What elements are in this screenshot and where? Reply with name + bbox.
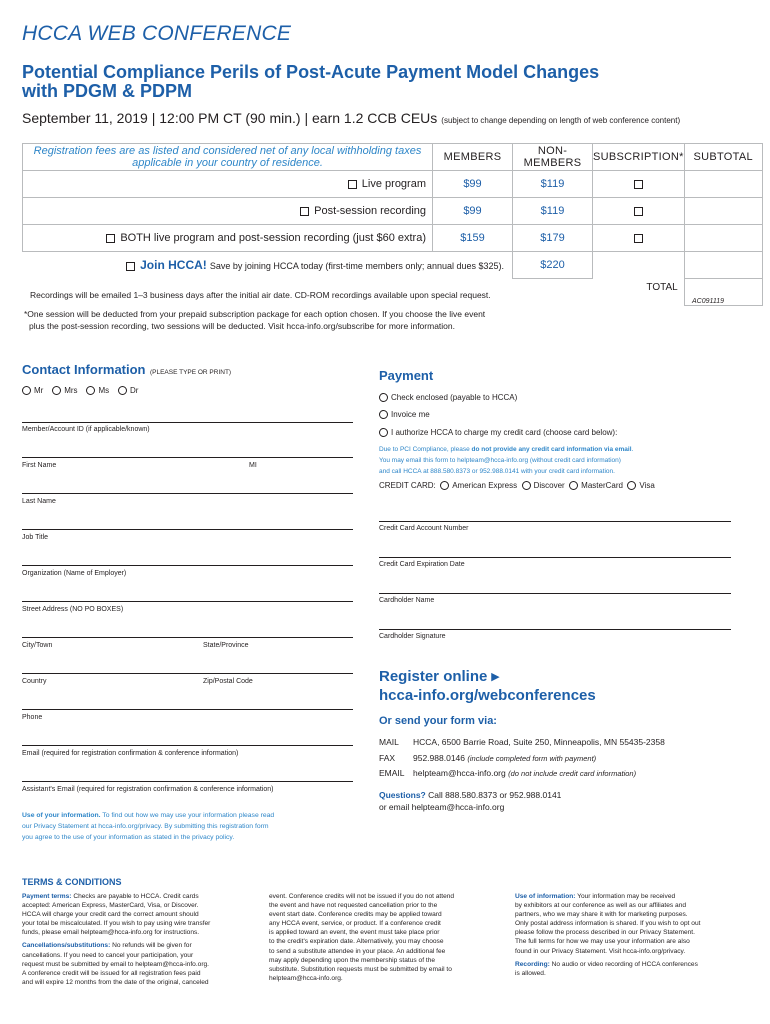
terms-line [22,960,262,969]
country-label: Country [22,678,47,685]
terms-line [269,974,509,983]
phone-label: Phone [22,714,43,721]
terms-line [515,960,755,969]
pci-text: You may email this form to helpteam@hcca-info.org (without credit card information) [379,457,621,464]
last-name-label: Last Name [22,498,56,505]
join-text: Save by joining HCCA today (first-time members only; annual dues $325). [209,261,504,272]
recording-checkbox[interactable] [300,207,309,216]
card-label: MasterCard [581,481,623,490]
terms-subheading: Recording: [515,960,550,968]
dr-radio[interactable] [118,386,127,395]
terms-col-2 [269,892,509,983]
organization-line[interactable] [22,565,353,566]
terms-text: and will expire 12 months from the date of the original, canceled [22,978,209,986]
card-number-line[interactable] [379,521,731,522]
discover-radio[interactable] [522,481,531,490]
cardholder-name-label: Cardholder Name [379,597,435,604]
visa-radio[interactable] [627,481,636,490]
terms-text: to the credit's expiration date. Alternatively, you may choose [269,938,444,946]
terms-text: Only postal address information is shared. If you wish to opt out [515,920,701,928]
price-nonmember: $119 [513,171,593,198]
salutation-label: Mrs [64,386,78,395]
send-title: Or send your form via: [379,715,497,727]
terms-subheading: Use of information: [515,893,576,900]
terms-line [269,928,509,937]
register-url[interactable]: hcca-info.org/webconferences [379,687,596,704]
register-online [379,667,596,705]
mail-value: HCCA, 6500 Barrie Road, Suite 250, Minneapolis, MN 55435-2358 [413,737,665,747]
fees-note: Registration fees are as listed and considered net of any local withholding taxes applicable in your country of residence. [23,144,433,171]
terms-line [22,919,262,928]
authorize-option[interactable] [379,428,617,437]
terms-text: No refunds will be given for [110,942,192,950]
subscription-checkbox[interactable] [634,234,643,243]
terms-text: please follow the process described in our Privacy Statement. [515,929,695,937]
last-name-line[interactable] [22,493,353,494]
join-label: Join HCCA! [140,258,207,273]
city-line[interactable] [22,637,353,638]
email-send-label: EMAIL [379,768,405,778]
recording-note: Recordings will be emailed 1–3 business days after the initial air date. CD-ROM recordings available upon special request. [30,290,491,300]
terms-line [22,892,262,901]
phone-line[interactable] [22,709,353,710]
title-line-1: Potential Compliance Perils of Post-Acute Payment Model Changes [22,62,600,82]
fee-row-join [23,252,763,279]
email-label: Email (required for registration confirmation & conference information) [22,750,239,757]
terms-text: found in our Privacy Statement. Visit hcca-info.org/privacy. [515,947,686,955]
terms-text: your total be miscalculated. If you wish to pay using wire transfer [22,920,211,928]
fax-value: 952.988.0146 [413,752,465,763]
credit-card-label: CREDIT CARD: [379,481,436,490]
terms-text: substitute. Substitution requests must be submitted by email to [269,965,452,973]
terms-text: accepted: American Express, MasterCard, Visa, or Discover. [22,902,199,910]
subscription-cell [593,198,685,225]
col-members: MEMBERS [433,144,513,171]
subscription-cell [593,225,685,252]
card-number-label: Credit Card Account Number [379,525,469,532]
subscription-cell [593,171,685,198]
price-nonmember: $119 [513,198,593,225]
option-label: BOTH live program and post-session recording (just $60 extra) [120,232,426,244]
terms-line [269,919,509,928]
join-price: $220 [513,252,593,279]
member-id-label: Member/Account ID (if applicable/known) [22,426,150,433]
terms-text: to send a substitute attendee in your place. An additional fee [269,947,446,955]
subscription-note-line: *One session will be deducted from your prepaid subscription package for each option chosen. If you choose the live event [24,309,486,319]
col-subtotal: SUBTOTAL [684,144,762,171]
terms-line [22,969,262,978]
pci-text: Due to PCI Compliance, please [379,446,472,453]
terms-text: any HCCA event, service, or product. If a conference credit [269,920,441,928]
col-nonmembers: NON-MEMBERS [513,144,593,171]
state-label: State/Province [203,642,249,649]
terms-line [22,928,262,937]
terms-text: partners, who we may share it with for marketing purposes. [515,911,688,919]
card-expiry-line[interactable] [379,557,731,558]
subscription-note [24,308,485,332]
mr-radio[interactable] [22,386,31,395]
street-line[interactable] [22,601,353,602]
terms-line [269,901,509,910]
email-row [379,766,665,782]
contact-heading [22,361,231,379]
salutation-group [22,386,138,395]
member-id-line[interactable] [22,422,353,423]
mastercard-radio[interactable] [569,481,578,490]
terms-text: Your information may be received [575,893,676,900]
option-label: Post-session recording [314,205,426,217]
pci-text: and call HCCA at 888.580.8373 or 952.988.0141 with your credit card information. [379,468,615,475]
terms-line [515,969,755,978]
price-member: $99 [433,198,513,225]
price-nonmember: $179 [513,225,593,252]
terms-line [22,978,262,987]
card-label: American Express [452,481,518,490]
terms-line [22,941,262,950]
subtotal-cell[interactable] [684,225,762,252]
terms-text: funds, please email helpteam@hcca-info.org for instructions. [22,929,200,937]
terms-line [515,892,755,901]
organization-label: Organization (Name of Employer) [22,570,127,577]
terms-subheading: Payment terms: [22,893,72,900]
terms-line [22,910,262,919]
terms-text: may apply depending upon the membership status of the [269,956,436,964]
terms-text: helpteam@hcca-info.org. [269,974,343,982]
terms-title: TERMS & CONDITIONS [22,877,122,887]
privacy-text: you agree to the use of your information as stated in the privacy policy. [22,834,235,841]
check-option[interactable] [379,393,517,402]
email-line[interactable] [22,745,353,746]
date-note: (subject to change depending on length of web conference content) [441,116,681,125]
subtotal-cell[interactable] [684,252,762,279]
pci-warning: do not provide any credit card information via email [471,446,632,453]
amex-radio[interactable] [440,481,449,490]
pci-note: Due to PCI Compliance, please do not provide any credit card information via email. You may email this form to helpteam@hcca-info.org (without credit card information) and call HCCA at 888.580.8373 or 952.988.0141 with your credit card information. [379,446,634,475]
email-send-note: (do not include credit card information) [508,769,637,778]
terms-text: HCCA will charge your credit card the correct amount should [22,911,199,919]
contact-title-note: (PLEASE TYPE OR PRINT) [149,369,232,376]
privacy-text: our Privacy Statement at hcca-info.org/privacy. By submitting this registration form [22,823,269,830]
price-member: $159 [433,225,513,252]
city-label: City/Town [22,642,53,649]
terms-line [269,965,509,974]
payment-title: Payment [379,368,434,383]
contact-title: Contact Information [22,362,146,377]
join-checkbox[interactable] [126,262,135,271]
live-checkbox[interactable] [348,180,357,189]
option-join [23,252,513,279]
register-title: Register online ▸ [379,668,500,685]
job-title-label: Job Title [22,534,49,541]
date-line [22,110,680,126]
street-label: Street Address (NO PO BOXES) [22,606,124,613]
terms-col-3 [515,892,755,978]
fax-note: (include completed form with payment) [467,753,597,763]
salutation-label: Dr [130,386,139,395]
terms-line [269,956,509,965]
subtotal-cell[interactable] [684,171,762,198]
terms-line [269,892,509,901]
card-label: Visa [639,481,655,490]
invoice-label: Invoice me [391,410,430,419]
cardholder-signature-line[interactable] [379,629,731,630]
subtotal-cell[interactable] [684,198,762,225]
series-title: HCCA WEB CONFERENCE [22,22,292,45]
check-radio[interactable] [379,393,388,402]
invoice-radio[interactable] [379,410,388,419]
terms-line [515,928,755,937]
first-name-line[interactable] [22,457,353,458]
mi-label: MI [249,462,257,469]
fees-header-row [23,144,763,171]
cardholder-signature-label: Cardholder Signature [379,633,446,640]
date-text: September 11, 2019 | 12:00 PM CT (90 min.) | earn 1.2 CCB CEUs [22,110,438,126]
assistant-email-label: Assistant's Email (required for registration confirmation & conference information) [22,786,274,793]
option-label: Live program [361,178,426,190]
invoice-option[interactable] [379,410,430,419]
terms-subheading: Cancellations/substitutions: [22,942,111,950]
terms-text: event. Conference credits will not be issued if you do not attend [269,893,455,900]
card-label: Discover [533,481,565,490]
terms-line [515,910,755,919]
salutation-label: Mr [34,386,44,395]
mail-label: MAIL [379,737,399,747]
terms-line [269,947,509,956]
both-checkbox[interactable] [106,234,115,243]
questions-value: Call 888.580.8373 or 952.988.0141 [425,790,562,800]
ms-radio[interactable] [86,386,95,395]
terms-text: Checks are payable to HCCA. Credit cards [71,893,199,900]
terms-line [515,937,755,946]
terms-line [515,901,755,910]
subscription-checkbox[interactable] [634,180,643,189]
subscription-note-line: plus the post-session recording, two sessions will be deducted. Visit hcca-info.org/subscribe for more information. [29,321,455,331]
terms-text: No audio or video recording of HCCA conferences [549,960,698,968]
terms-line [22,951,262,960]
privacy-heading: Use of your information. [22,812,101,819]
privacy-note [22,810,274,843]
fax-row [379,751,665,767]
questions-email: or email helpteam@hcca-info.org [379,802,505,812]
title-line-2: with PDGM & PDPM [22,81,192,101]
zip-label: Zip/Postal Code [203,678,253,685]
email-send-value[interactable]: helpteam@hcca-info.org [413,768,506,778]
terms-line [515,919,755,928]
price-member: $99 [433,171,513,198]
terms-text: A conference credit will be issued for all registration fees paid [22,969,201,977]
salutation-label: Ms [98,386,110,395]
terms-text: is allowed. [515,969,546,977]
option-recording [23,198,433,225]
questions [379,789,561,813]
terms-line [515,947,755,956]
terms-text: by exhibitors at our conference as well as our affiliates and [515,902,687,910]
terms-text: event start date. Conference credits may be applied toward [269,911,442,919]
check-label: Check enclosed (payable to HCCA) [391,393,518,402]
terms-text: The full terms for how we may use your information are also [515,938,690,946]
authorize-radio[interactable] [379,428,388,437]
col-subscription: SUBSCRIPTION* [593,144,685,171]
terms-text: the event and have not requested cancellation prior to the [269,902,438,910]
terms-line [269,937,509,946]
fee-row-both [23,225,763,252]
privacy-text: To find out how we may use your information please read [100,812,275,819]
terms-line [269,910,509,919]
card-expiry-label: Credit Card Expiration Date [379,561,465,568]
subscription-checkbox[interactable] [634,207,643,216]
terms-col-1 [22,892,262,987]
send-methods [379,735,665,782]
option-both [23,225,433,252]
terms-text: request must be submitted by email to helpteam@hcca-info.org. [22,960,210,968]
assistant-email-line[interactable] [22,781,353,782]
job-title-line[interactable] [22,529,353,530]
cardholder-name-line[interactable] [379,593,731,594]
terms-text: cancellations. If you need to cancel your participation, your [22,951,194,959]
fee-row-live [23,171,763,198]
questions-label: Questions? [379,790,426,800]
fees-table [22,143,763,306]
option-live [23,171,433,198]
page-title [22,63,722,101]
first-name-label: First Name [22,462,57,469]
form-code: AC091119 [692,298,725,305]
mail-row [379,735,665,751]
mrs-radio[interactable] [52,386,61,395]
authorize-label: I authorize HCCA to charge my credit card (choose card below): [391,428,618,437]
fee-row-recording [23,198,763,225]
terms-line [22,901,262,910]
fax-label: FAX [379,752,396,763]
country-line[interactable] [22,673,353,674]
credit-card-options [379,481,655,490]
terms-text: is applied toward an event, the event must take place prior [269,929,440,937]
total-label: TOTAL [646,281,678,293]
